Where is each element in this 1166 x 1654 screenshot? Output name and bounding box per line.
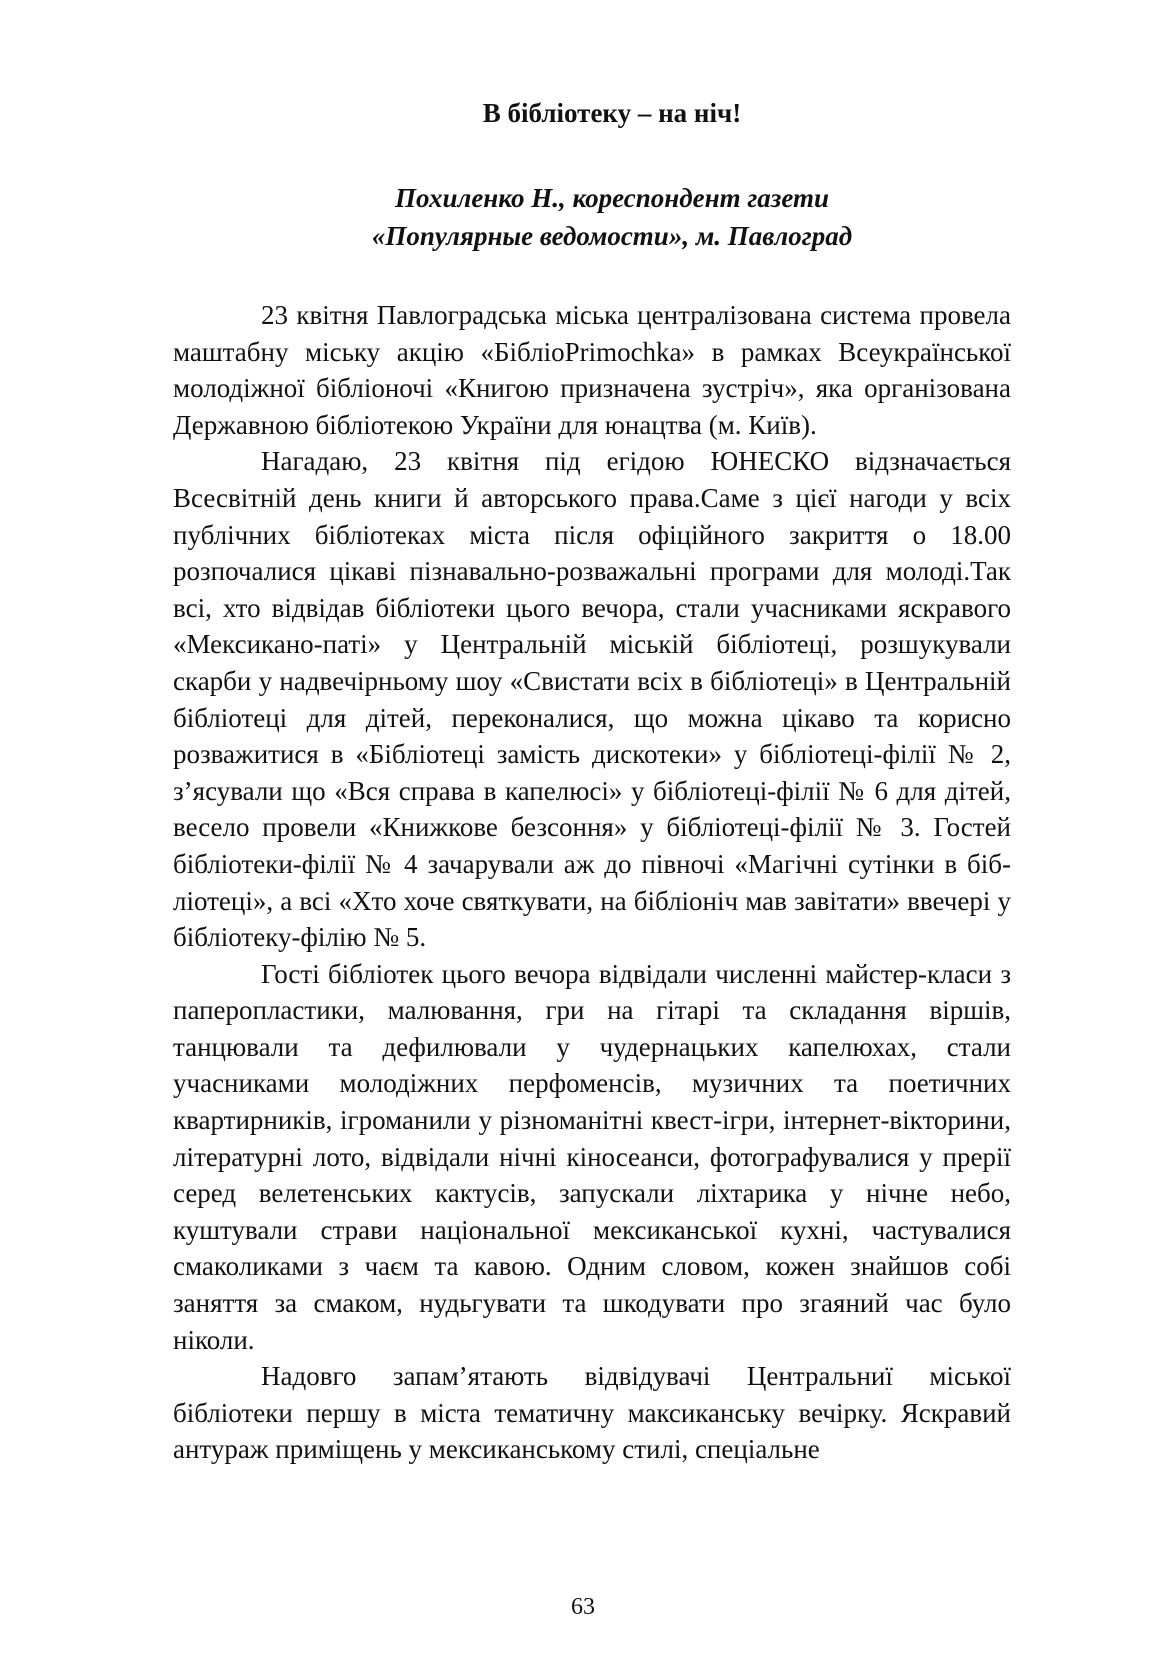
article-title: В бібліотеку – на ніч!: [482, 98, 742, 128]
paragraph: 23 квітня Павлоградська міська централізована система провела маштабну міську акцію «БібліоPrimochka» в рамках Всеукраїнської молодіжної бібліоночі «Книгою призначена зустріч», яка організована Державною бібліотекою України для юнацтва (м. Київ).: [173, 300, 1011, 440]
document-page: [173, 95, 1011, 1468]
page-number: 63: [571, 1594, 595, 1620]
author-byline: [173, 179, 1011, 255]
byline-author: Похиленко Н., кореспондент газети: [394, 183, 829, 213]
byline-newspaper: «Популярные ведомости», м. Павлоград: [371, 221, 853, 251]
article-body: [173, 297, 1011, 1468]
paragraph: Надовго запам’ятають відвідувачі Центральниї міської бібліотеки першу в міста тематичну максиканську вечірку. Яскравий антураж приміщень у мексиканському стилі, спеціальне: [173, 1361, 1011, 1465]
paragraph: Гості бібліотек цього вечора відвідали численні майстер-класи з паперопластики, малювання, гри на гітарі та складання віршів, танцювали та дефилювали у чудернацьких капелюхах, стали учасниками молодіжних перфоменсів, музичних та поетичних квартирників, ігроманили у різноманітні квест-ігри, інтернет-вікторини, літературні лото, відвідали нічні кіносеанси, фотографувалися у прерії серед велетенських кактусів, запускали ліхтарика у нічне небо, куштували страви національної мексиканської кухні, частувалися смаколиками з чаєм та кавою. Одним словом, кожен знайшов собі заняття за смаком, нудьгувати та шкодувати про згаяний час було ніколи.: [173, 958, 1011, 1355]
paragraph: Нагадаю, 23 квітня під егідою ЮНЕСКО відзначається Всесвітній день книги й авторського права.Саме з цієї нагоди у всіх публічних бібліотеках міста після офіційного закриття о 18.00 розпочалися цікаві пізнавально-розважальні програми для молоді.Так всі, хто відвідав бібліотеки цього вечора, стали учасниками яскравого «Мексикано-паті» у Центральній міській бібліотеці, розшукували скарби у надвечірньому шоу «Свистати всіх в бібліотеці» в Центральній бібліотеці для дітей, переконалися, що можна цікаво та корисно розважитися в «Бібліотеці замість дискотеки» у бібліотеці-філії № 2, з’ясували що «Вся справа в капелюсі» у бібліотеці-філії № 6 для дітей, весело провели «Книжкове безсоння» у бібліотеці-філії № 3. Гостей бібліотеки-філії № 4 зачарували аж до півночі «Магічні сутінки в бібліотеці», а всі «Хто хоче святкувати, на бібліоніч мав завітати» ввечері у бібліотеку-філію № 5.: [173, 446, 1011, 953]
